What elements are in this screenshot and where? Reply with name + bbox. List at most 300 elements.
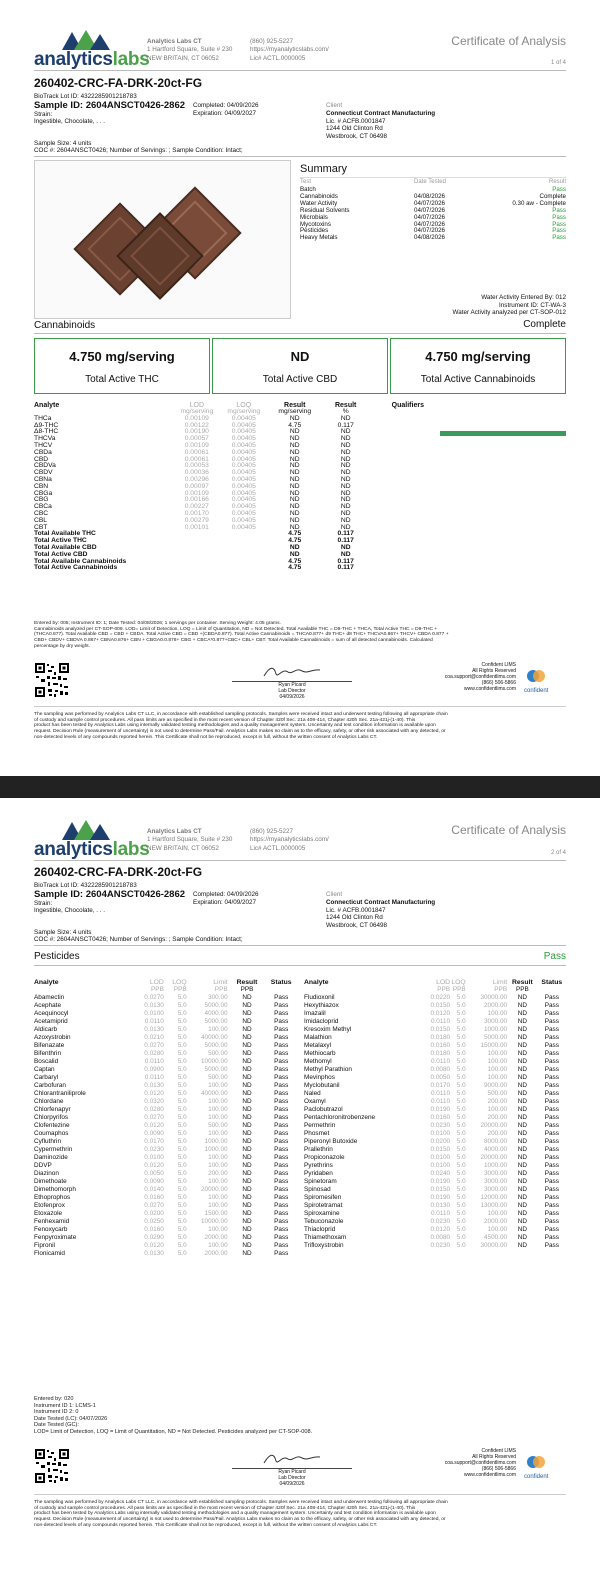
pesticide-lod: 0.0120 xyxy=(430,1226,451,1233)
pesticide-name: Captan xyxy=(34,1066,55,1073)
pesticide-loq: 5.0 xyxy=(456,1130,466,1137)
signed-date: 04/09/2026 xyxy=(279,693,305,700)
pesticide-lod: 0.0110 xyxy=(430,1098,451,1105)
pesticide-loq: 5.0 xyxy=(177,1106,187,1113)
meta-divider xyxy=(34,945,566,946)
pesticide-lod: 0.0160 xyxy=(144,1226,164,1233)
pesticide-status: Pass xyxy=(544,1202,559,1209)
pesticide-status: Pass xyxy=(274,1194,289,1201)
pesticide-lod: 0.0080 xyxy=(430,1234,451,1241)
lab-website[interactable]: https://myanalyticslabs.com/ xyxy=(250,46,329,54)
pesticide-result: ND xyxy=(517,1098,527,1105)
signature-block xyxy=(232,1470,352,1487)
pesticide-limit: 2000.00 xyxy=(483,1218,508,1225)
analyte-lod: 0.00190 xyxy=(184,428,209,436)
lab-address-line2: NEW BRITAIN, CT 06052 xyxy=(147,54,219,62)
pesticide-result: ND xyxy=(242,1034,252,1041)
strain-label: Strain: xyxy=(34,111,53,118)
footer-divider xyxy=(34,1494,566,1495)
confident-logo-icon xyxy=(526,668,546,684)
pesticide-lod: 0.0190 xyxy=(430,1178,451,1185)
unit-loq: mg/serving xyxy=(227,408,261,415)
total-active-cannabinoids-value: 4.750 mg/serving xyxy=(425,349,531,364)
summary-test: Pesticides xyxy=(300,227,329,235)
analyte-lod: 0.00109 xyxy=(184,441,209,449)
pest-note-1: Entered by: 020 xyxy=(34,1396,74,1402)
col-analyte: Analyte xyxy=(34,979,59,986)
pesticide-status: Pass xyxy=(274,1114,289,1121)
pesticide-row xyxy=(304,1162,566,1170)
pesticide-limit: 300.00 xyxy=(208,994,228,1001)
pesticide-result: ND xyxy=(242,1090,252,1097)
cannabinoid-row xyxy=(34,450,424,457)
pesticide-row xyxy=(34,1066,296,1074)
analyte-percent: ND xyxy=(340,441,351,449)
disclaimer xyxy=(34,1500,564,1529)
pesticide-lod: 0.0110 xyxy=(144,1018,164,1025)
analyte-lod: 0.00109 xyxy=(184,489,209,497)
pesticide-result: ND xyxy=(242,1058,252,1065)
confident-logo xyxy=(526,668,548,694)
cannabinoid-total-row xyxy=(34,531,424,538)
pesticide-result: ND xyxy=(517,1002,527,1009)
disclaimer-line-5: non-detected levels of any compounds reported herein. This Certificate shall not be reproduced, except in full, without the written consent of Analytics Labs CT. xyxy=(34,734,378,740)
biotrack-lot: BioTrack Lot ID: 4322285901218783 xyxy=(34,882,137,889)
pesticide-limit: 100.00 xyxy=(487,1226,508,1233)
confident-wordmark: confident xyxy=(524,688,549,694)
total-lod-empty xyxy=(174,565,220,572)
analyte-name: CBD xyxy=(34,455,49,463)
pesticide-row xyxy=(34,1058,296,1066)
pesticide-limit: 500.00 xyxy=(208,1122,228,1129)
lims-website[interactable]: www.confidentlims.com xyxy=(464,686,516,692)
sample-size: Sample Size: 4 units xyxy=(34,929,92,936)
disclaimer-line-1: The sampling was performed by Analytics Labs CT LLC, in accordance with established sampling protocols. Samples were received intact and underwent testing following all appropriate chain xyxy=(34,712,448,717)
pesticide-row xyxy=(34,1034,296,1042)
pesticide-name: Pyridaben xyxy=(304,1170,333,1177)
water-activity-notes xyxy=(452,294,566,317)
pesticide-row xyxy=(304,1234,566,1242)
page-number: 1 of 4 xyxy=(550,60,566,66)
pesticide-limit: 10000.00 xyxy=(200,1058,228,1065)
lab-license: Lic# ACTL.0000005 xyxy=(250,844,306,852)
analyte-name: CBNa xyxy=(34,475,52,483)
pesticide-status: Pass xyxy=(274,1066,289,1073)
biotrack-lot: BioTrack Lot ID: 4322285901218783 xyxy=(34,93,137,100)
analyte-result: ND xyxy=(289,475,300,483)
unit-loq: PPB xyxy=(173,986,187,993)
signature-block xyxy=(232,683,352,700)
analyte-qualifier xyxy=(370,457,424,464)
lab-contact-block xyxy=(250,38,329,63)
pesticide-result: ND xyxy=(517,1066,527,1073)
pesticide-lod: 0.0230 xyxy=(144,1146,164,1153)
analyte-name: CBN xyxy=(34,482,49,490)
signer-title: Lab Director xyxy=(278,687,306,694)
analyte-lod: 0.00227 xyxy=(184,503,209,511)
pesticide-limit: 1500.00 xyxy=(204,1210,228,1217)
summary-title: Summary xyxy=(300,163,348,175)
analyte-percent: ND xyxy=(340,462,351,470)
col-loq: LOQ xyxy=(451,979,466,986)
disclaimer-line-3: product has been tested by Analytics Labs using internally validated testing methodologies and a quality management system. Uncertainty and test condition information is available upon xyxy=(34,723,436,729)
logo-word-labs: labs xyxy=(112,839,150,860)
pesticide-lod: 0.0110 xyxy=(430,1018,451,1025)
confident-wordmark: confident xyxy=(524,1474,549,1480)
cannabinoid-row xyxy=(34,436,424,443)
pesticide-result: ND xyxy=(242,1162,252,1169)
pesticide-lod: 0.0130 xyxy=(144,1026,164,1033)
pesticide-limit: 100.00 xyxy=(487,1066,508,1073)
total-active-thc-box xyxy=(34,338,210,394)
pesticide-result: ND xyxy=(242,1042,252,1049)
analyte-qualifier xyxy=(370,491,424,498)
client-block xyxy=(326,899,435,930)
pesticide-units-row xyxy=(304,986,566,994)
pesticide-result: ND xyxy=(517,1146,527,1153)
total-loq-empty xyxy=(220,565,268,572)
summary-table xyxy=(300,178,566,242)
summary-date: 04/08/2026 xyxy=(414,234,445,242)
total-result: 4.75 xyxy=(288,537,302,545)
pesticide-row xyxy=(34,1114,296,1122)
pesticide-row xyxy=(304,1002,566,1010)
analyte-lod: 0.00036 xyxy=(184,469,209,477)
pest-note-2: Instrument ID 1: LCMS-1 xyxy=(34,1402,96,1409)
cannabinoid-row xyxy=(34,443,424,450)
pesticide-name: Pyrethrins xyxy=(304,1162,333,1169)
pesticide-loq: 5.0 xyxy=(456,1066,466,1073)
client-label: Client xyxy=(326,891,343,898)
pesticide-loq: 5.0 xyxy=(177,1018,187,1025)
pesticide-status: Pass xyxy=(544,1170,559,1177)
pesticide-row xyxy=(34,1106,296,1114)
lab-license: Lic# ACTL.0000005 xyxy=(250,54,306,62)
analyte-name: CBC xyxy=(34,509,49,517)
pesticide-result: ND xyxy=(242,1218,252,1225)
pesticide-row xyxy=(304,1122,566,1130)
pesticide-result: ND xyxy=(242,1050,252,1057)
pesticide-loq: 5.0 xyxy=(177,1170,187,1177)
pesticide-lod: 0.0270 xyxy=(144,1042,164,1049)
pest-note-4: Date Tested (LC): 04/07/2026 xyxy=(34,1415,108,1422)
analyte-name: CBGa xyxy=(34,489,53,497)
summary-col-result: Result xyxy=(548,179,566,185)
pesticide-loq: 5.0 xyxy=(456,1194,466,1201)
analyte-name: THCa xyxy=(34,414,52,422)
lims-email[interactable]: coa.support@confidentlims.com xyxy=(444,1460,516,1466)
pesticide-status: Pass xyxy=(544,1210,559,1217)
analyte-qualifier xyxy=(370,484,424,491)
total-percent: 0.117 xyxy=(337,564,354,572)
analyte-qualifier xyxy=(370,504,424,511)
pesticide-lod: 0.0190 xyxy=(430,1106,451,1113)
pesticide-row xyxy=(34,1226,296,1234)
pesticide-limit: 1000.00 xyxy=(483,1026,508,1033)
total-name: Total Active Cannabinoids xyxy=(34,564,118,572)
analyte-lod: 0.00122 xyxy=(184,421,209,429)
total-result: ND xyxy=(289,543,300,551)
pesticide-lod: 0.0250 xyxy=(144,1218,164,1225)
pesticide-lod: 0.0160 xyxy=(430,1042,451,1049)
total-qualifier-empty xyxy=(370,538,424,545)
pesticide-limit: 100.00 xyxy=(208,1098,228,1105)
signature-icon xyxy=(262,664,322,680)
pesticide-lod: 0.0150 xyxy=(430,1186,451,1193)
summary-result: Pass xyxy=(552,186,566,193)
pesticide-loq: 5.0 xyxy=(456,1090,466,1097)
pesticide-row xyxy=(34,1010,296,1018)
unit-limit: PPB xyxy=(494,986,508,993)
analyte-loq: 0.00405 xyxy=(231,455,256,463)
header-divider xyxy=(34,70,566,71)
pesticide-loq: 5.0 xyxy=(177,1002,187,1009)
pesticide-loq: 5.0 xyxy=(177,1186,187,1193)
pesticide-result: ND xyxy=(517,1242,527,1249)
pesticide-limit: 100.00 xyxy=(487,1074,508,1081)
analyte-percent: ND xyxy=(340,489,351,497)
analyte-percent: ND xyxy=(340,428,351,436)
pesticide-status: Pass xyxy=(274,1154,289,1161)
pesticide-row xyxy=(304,1082,566,1090)
pesticide-row xyxy=(34,1074,296,1082)
pesticide-result: ND xyxy=(517,1114,527,1121)
pesticide-status: Pass xyxy=(274,1242,289,1249)
total-percent: 0.117 xyxy=(337,537,354,545)
pesticide-loq: 5.0 xyxy=(456,1170,466,1177)
lab-address-block xyxy=(147,828,232,853)
pesticide-lod: 0.0100 xyxy=(430,1130,451,1137)
analyte-percent: ND xyxy=(340,455,351,463)
logo-word-analytics: analytics xyxy=(34,49,113,70)
signed-date: 04/09/2026 xyxy=(279,1480,305,1487)
pesticide-loq: 5.0 xyxy=(177,1074,187,1081)
lims-rights: All Rights Reserved xyxy=(472,668,516,674)
analyte-percent: ND xyxy=(340,435,351,443)
pesticide-name: Myclobutanil xyxy=(304,1082,340,1089)
pesticide-name: Spirotetramat xyxy=(304,1202,343,1209)
total-lod-empty xyxy=(174,545,220,552)
pesticide-result: ND xyxy=(242,1154,252,1161)
pesticide-name: Kresoxim Methyl xyxy=(304,1026,352,1033)
wa-instrument: Instrument ID: CT-WA-3 xyxy=(499,301,566,309)
pesticide-result: ND xyxy=(242,1074,252,1081)
batch-id: 260402-CRC-FA-DRK-20ct-FG xyxy=(34,865,203,879)
analyte-loq: 0.00405 xyxy=(231,414,256,422)
analyte-result: ND xyxy=(289,482,300,490)
pesticide-result: ND xyxy=(517,1162,527,1169)
pesticide-name: Permethrin xyxy=(304,1122,336,1129)
pesticide-lod: 0.0220 xyxy=(430,994,451,1001)
pesticide-row xyxy=(304,1194,566,1202)
analyte-name: CBDV xyxy=(34,469,53,477)
cannabinoids-divider xyxy=(34,333,566,334)
pesticide-name: Etoxazole xyxy=(34,1210,63,1217)
pesticide-status: Pass xyxy=(274,1218,289,1225)
cannabinoid-row xyxy=(34,457,424,464)
pesticide-row xyxy=(34,1026,296,1034)
pesticide-loq: 5.0 xyxy=(456,1154,466,1161)
analyte-name: CBDVa xyxy=(34,462,56,470)
unit-lod: PPB xyxy=(151,986,164,993)
pesticide-limit: 100.00 xyxy=(487,1210,508,1217)
pesticide-result: ND xyxy=(242,1114,252,1121)
pesticide-loq: 5.0 xyxy=(177,1210,187,1217)
pesticide-status: Pass xyxy=(544,1082,559,1089)
qr-code-icon[interactable] xyxy=(34,662,70,698)
pesticide-result: ND xyxy=(242,1098,252,1105)
total-loq-empty xyxy=(220,559,268,566)
summary-date: 04/07/2026 xyxy=(414,213,445,221)
pesticide-status: Pass xyxy=(274,1026,289,1033)
col-result: Result xyxy=(511,979,533,986)
analyte-result: ND xyxy=(289,428,300,436)
pesticide-row xyxy=(34,1154,296,1162)
header-divider xyxy=(34,860,566,861)
total-name: Total Available CBD xyxy=(34,543,97,551)
pest-note-3: Instrument ID 2: 0 xyxy=(34,1409,79,1416)
pesticide-lod: 0.0230 xyxy=(430,1218,451,1225)
analyte-lod: 0.00057 xyxy=(184,435,209,443)
total-result: 4.75 xyxy=(288,557,302,565)
pesticides-title: Pesticides xyxy=(34,951,80,962)
pesticide-limit: 200.00 xyxy=(487,1130,508,1137)
unit-result: mg/serving xyxy=(278,408,312,415)
lims-email[interactable]: coa.support@confidentlims.com xyxy=(444,674,516,680)
analyte-lod: 0.00101 xyxy=(184,523,209,531)
pesticide-loq: 5.0 xyxy=(177,1234,187,1241)
pesticide-loq: 5.0 xyxy=(177,1122,187,1129)
client-name: Connecticut Contract Manufacturing xyxy=(326,899,436,906)
pesticide-lod: 0.0230 xyxy=(430,1122,451,1129)
pesticide-status: Pass xyxy=(544,1018,559,1025)
unit-result: PPB xyxy=(515,986,529,993)
qr-code-icon[interactable] xyxy=(34,1448,70,1484)
summary-test: Heavy Metals xyxy=(300,234,338,242)
pesticide-status: Pass xyxy=(544,1226,559,1233)
pesticide-limit: 200.00 xyxy=(487,1098,508,1105)
summary-test: Microbials xyxy=(300,213,328,221)
lims-website[interactable]: www.confidentlims.com xyxy=(464,1472,516,1478)
pesticide-name: Prallethrin xyxy=(304,1146,333,1153)
pesticide-limit: 13000.00 xyxy=(480,1202,508,1209)
completed-date: Completed: 04/09/2026 xyxy=(193,891,259,898)
cannabinoid-total-row xyxy=(34,545,424,552)
pesticide-lod: 0.0180 xyxy=(430,1050,451,1057)
analyte-name: CBT xyxy=(34,523,48,531)
pesticide-name: Oxamyl xyxy=(304,1098,326,1105)
pesticide-loq: 5.0 xyxy=(456,1210,466,1217)
analyte-loq: 0.00405 xyxy=(231,435,256,443)
signer-title: Lab Director xyxy=(278,1474,306,1481)
pesticide-name: Thiamethoxam xyxy=(304,1234,347,1241)
pesticide-header-row xyxy=(304,979,566,986)
analyte-qualifier xyxy=(370,443,424,450)
analyte-name: CBG xyxy=(34,496,49,504)
signer-name: Ryan Picard xyxy=(278,1469,306,1475)
pesticide-status: Pass xyxy=(274,1090,289,1097)
analyte-loq: 0.00405 xyxy=(231,482,256,490)
pesticide-row xyxy=(304,1042,566,1050)
pesticide-row xyxy=(304,1154,566,1162)
pesticide-status: Pass xyxy=(274,1186,289,1193)
wa-sop: Water Activity analyzed per CT-SOP-012 xyxy=(452,309,566,317)
pest-note-5: Date Tested (GC): xyxy=(34,1422,79,1429)
pesticide-name: Fenpyroximate xyxy=(34,1234,77,1241)
unit-result-pct: % xyxy=(342,408,349,415)
pesticide-row xyxy=(34,1050,296,1058)
pesticide-status: Pass xyxy=(544,1010,559,1017)
total-loq-empty xyxy=(220,545,268,552)
pesticide-loq: 5.0 xyxy=(456,1234,466,1241)
analyte-loq: 0.00405 xyxy=(231,469,256,477)
cannabinoid-row xyxy=(34,470,424,477)
pesticide-result: ND xyxy=(242,1234,252,1241)
pesticide-name: Methiocarb xyxy=(304,1050,336,1057)
pesticide-loq: 5.0 xyxy=(177,1114,187,1121)
pesticide-limit: 200.00 xyxy=(487,1114,508,1121)
pesticide-name: Methyl Parathion xyxy=(304,1066,352,1073)
pesticide-loq: 5.0 xyxy=(177,994,187,1001)
unit-loq: PPB xyxy=(452,986,466,993)
pesticide-loq: 5.0 xyxy=(177,1194,187,1201)
pesticide-row xyxy=(304,1026,566,1034)
pesticide-limit: 1000.00 xyxy=(483,1162,508,1169)
pesticide-row xyxy=(304,994,566,1002)
cannabinoid-row xyxy=(34,416,424,423)
client-address1: 1244 Old Clinton Rd xyxy=(326,914,383,922)
analyte-result: ND xyxy=(289,441,300,449)
col-limit: Limit xyxy=(213,979,228,986)
pesticide-result: ND xyxy=(517,1226,527,1233)
pesticide-name: Hexythiazox xyxy=(304,1002,339,1009)
total-qualifier-empty xyxy=(370,545,424,552)
pesticide-result: ND xyxy=(242,1066,252,1073)
pesticide-result: ND xyxy=(242,1106,252,1113)
pesticide-status: Pass xyxy=(544,1114,559,1121)
client-license: Lic. # ACFB.0001847 xyxy=(326,117,386,125)
pesticide-lod: 0.0160 xyxy=(144,1194,164,1201)
lab-name: Analytics Labs CT xyxy=(147,828,202,835)
pesticide-limit: 10000.00 xyxy=(200,1218,228,1225)
pesticide-loq: 5.0 xyxy=(456,1218,466,1225)
pesticide-lod: 0.0200 xyxy=(430,1138,451,1145)
pesticide-name: Methomyl xyxy=(304,1058,332,1065)
pesticide-status: Pass xyxy=(274,1034,289,1041)
pesticide-status: Pass xyxy=(544,1162,559,1169)
pesticide-lod: 0.0210 xyxy=(144,1034,164,1041)
pesticide-lod: 0.0230 xyxy=(430,1242,451,1249)
pesticide-limit: 9000.00 xyxy=(483,1082,508,1089)
analyte-name: Δ8-THC xyxy=(34,428,59,436)
lab-website[interactable]: https://myanalyticslabs.com/ xyxy=(250,836,329,844)
pesticide-lod: 0.0130 xyxy=(144,1250,164,1257)
pesticide-lod: 0.0160 xyxy=(430,1114,451,1121)
cannabinoid-row xyxy=(34,477,424,484)
pesticide-lod: 0.0110 xyxy=(430,1090,451,1097)
analyte-qualifier xyxy=(370,511,424,518)
pesticide-row xyxy=(304,1106,566,1114)
pesticide-status: Pass xyxy=(544,1106,559,1113)
cannabinoid-note-5: percentage by dry weight. xyxy=(34,643,91,649)
summary-result: Pass xyxy=(552,234,566,242)
pesticide-row xyxy=(34,1042,296,1050)
pesticide-limit: 200.00 xyxy=(208,1170,228,1177)
disclaimer-line-3: product has been tested by Analytics Labs using internally validated testing methodologies and a quality management system. Uncertainty and test condition information is available upon xyxy=(34,1511,436,1517)
pesticide-row xyxy=(34,1138,296,1146)
pesticide-loq: 5.0 xyxy=(456,1122,466,1129)
analyte-result: ND xyxy=(289,523,300,531)
